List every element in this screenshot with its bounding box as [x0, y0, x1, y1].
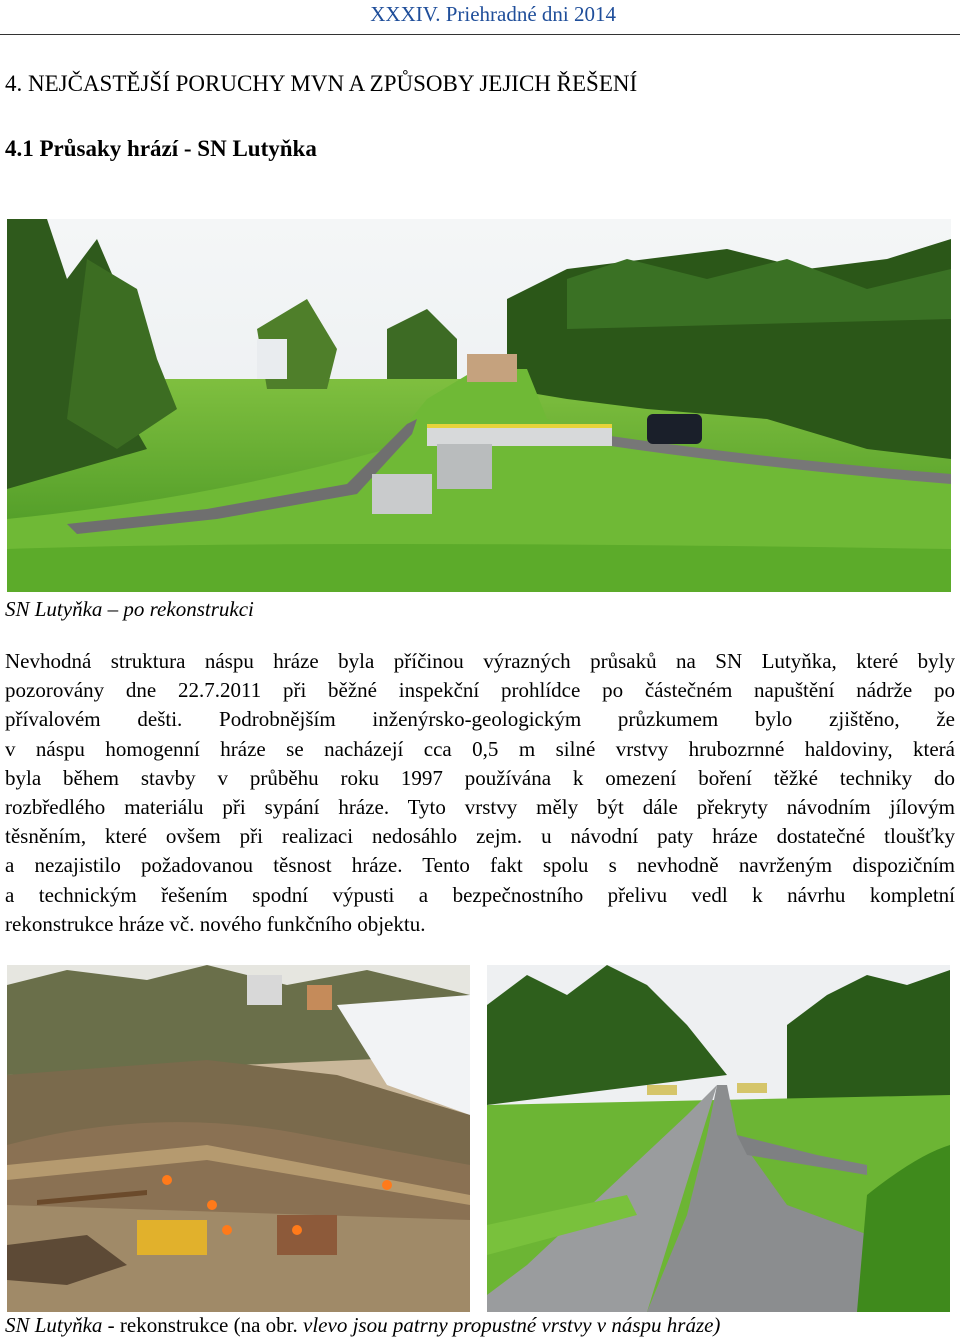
subsection-heading: 4.1 Průsaky hrází - SN Lutyňka	[5, 136, 317, 161]
body-line: Nevhodná struktura náspu hráze byla příčinou výrazných průsaků na SN Lutyňka, které byly	[5, 649, 955, 673]
body-line: přívalovém dešti. Podrobnějším inženýrsko-geologickým průzkumem bylo zjištěno, že	[5, 707, 955, 732]
running-header: XXXIV. Priehradné dni 2014	[370, 2, 616, 26]
body-line: rozbředlého materiálu při sypání hráze. Tyto vrstvy měly být dále překryty návodním jílovým	[5, 795, 955, 820]
photo-reconstruction-site	[7, 965, 470, 1312]
body-line: v náspu homogenní hráze se nacházejí cca 0,5 m silné vrstvy hrubozrnné haldoviny, která	[5, 736, 955, 761]
body-line: a technickým řešením spodní výpusti a bezpečnostního přelivu vedl k návrhu kompletní	[5, 882, 955, 907]
body-line: pozorovány dne 22.7.2011 při běžné inspekční prohlídce po částečném napuštění nádrže po	[5, 678, 955, 703]
section-heading: 4. NEJČASTĚJŠÍ PORUCHY MVN A ZPŮSOBY JEJICH ŘEŠENÍ	[5, 71, 638, 96]
body-paragraph	[5, 647, 955, 939]
photo1-caption: SN Lutyňka – po rekonstrukci	[5, 597, 254, 621]
caption-part-2: - rekonstrukce (na obr.	[102, 1313, 304, 1337]
caption-part-1: SN Lutyňka	[5, 1313, 103, 1337]
body-line: a nezajistilo požadovanou těsnost hráze. Tento fakt spolu s nevhodně navrženým dispozičním	[5, 853, 955, 878]
photo-dam-after-reconstruction	[7, 219, 951, 592]
photos-caption	[5, 1313, 720, 1338]
body-line: rekonstrukce hráze vč. nového funkčního objektu.	[5, 911, 426, 936]
body-line: těsněním, které ovšem při realizaci nedosáhlo zejm. u návodní paty hráze dostatečné tloušťky	[5, 824, 955, 849]
body-line: byla během stavby v průběhu roku 1997 používána k omezení boření těžké techniky do	[5, 765, 955, 790]
caption-part-3: vlevo jsou patrny propustné vrstvy v náspu hráze)	[303, 1313, 721, 1337]
header-divider	[0, 34, 960, 35]
photo-dam-crest-path	[487, 965, 950, 1312]
